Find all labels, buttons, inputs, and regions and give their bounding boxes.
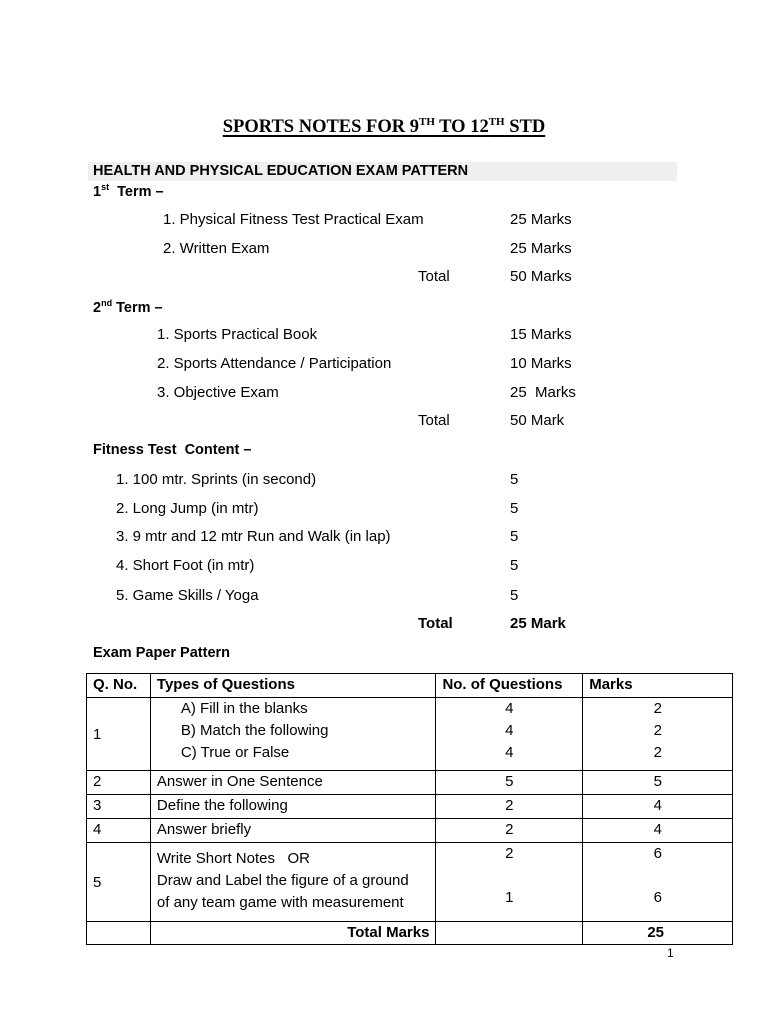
column-header: Marks (583, 674, 733, 698)
table-header-row (87, 674, 733, 698)
question-type: B) Match the following (180, 722, 329, 739)
exam-pattern-heading: Exam Paper Pattern (93, 645, 231, 661)
table-row (87, 771, 733, 795)
qno-cell: 3 (87, 795, 151, 819)
fitness-total-value: 25 Mark (510, 615, 566, 632)
types-cell (150, 698, 436, 771)
marks-cell (583, 698, 733, 771)
column-header: Q. No. (87, 674, 151, 698)
question-count: 4 (505, 744, 514, 761)
fitness-item: 5. Game Skills / Yoga (116, 587, 259, 604)
question-type: A) Fill in the blanks (180, 700, 308, 717)
count-cell: 5 (436, 771, 583, 795)
table-total-row (87, 922, 733, 945)
fitness-total-label: Total (418, 615, 453, 632)
question-count: 2 (505, 845, 514, 862)
question-count: 1 (505, 889, 514, 906)
fitness-item-marks: 5 (510, 528, 519, 545)
marks-cell (583, 843, 733, 922)
section-heading: HEALTH AND PHYSICAL EDUCATION EXAM PATTERN (93, 163, 469, 179)
table-row (87, 843, 733, 922)
table-row (87, 698, 733, 771)
fitness-item: 4. Short Foot (in mtr) (116, 557, 255, 574)
qno-cell: 1 (87, 698, 151, 771)
question-marks: 2 (653, 700, 662, 717)
question-marks: 6 (653, 889, 662, 906)
total-marks-label: Total Marks (150, 922, 436, 945)
question-type: Draw and Label the figure of a ground (156, 872, 409, 889)
fitness-item-marks: 5 (510, 500, 519, 517)
exam-pattern-table (86, 673, 733, 945)
question-marks: 2 (653, 722, 662, 739)
fitness-item-marks: 5 (510, 587, 519, 604)
term1-item: 1. Physical Fitness Test Practical Exam (163, 211, 424, 228)
fitness-item: 2. Long Jump (in mtr) (116, 500, 259, 517)
term1-heading: 1st Term – (93, 182, 164, 200)
marks-cell: 5 (583, 771, 733, 795)
question-type: C) True or False (180, 744, 290, 761)
qno-cell: 4 (87, 819, 151, 843)
qno-cell: 2 (87, 771, 151, 795)
qno-cell: 5 (87, 843, 151, 922)
total-marks-value: 25 (583, 922, 733, 945)
types-cell: Define the following (150, 795, 436, 819)
term2-item: 2. Sports Attendance / Participation (157, 355, 392, 372)
types-cell: Answer in One Sentence (150, 771, 436, 795)
question-count: 4 (505, 722, 514, 739)
empty-cell (436, 922, 583, 945)
term2-heading: 2nd Term – (93, 298, 163, 316)
fitness-item-marks: 5 (510, 557, 519, 574)
question-marks: 2 (653, 744, 662, 761)
count-cell: 2 (436, 819, 583, 843)
term1-total-label: Total (418, 268, 450, 285)
question-marks: 6 (653, 845, 662, 862)
column-header: No. of Questions (436, 674, 583, 698)
question-type: Write Short Notes OR (156, 850, 310, 867)
term2-item-marks: 10 Marks (510, 355, 572, 372)
term2-total-label: Total (418, 412, 450, 429)
term2-item: 1. Sports Practical Book (157, 326, 318, 343)
term2-total-value: 50 Mark (510, 412, 565, 429)
count-cell (436, 843, 583, 922)
column-header: Types of Questions (150, 674, 436, 698)
fitness-heading: Fitness Test Content – (93, 442, 252, 458)
marks-cell: 4 (583, 819, 733, 843)
term2-item-marks: 25 Marks (510, 384, 576, 401)
types-cell: Answer briefly (150, 819, 436, 843)
term1-total-value: 50 Marks (510, 268, 572, 285)
count-cell (436, 698, 583, 771)
term1-item: 2. Written Exam (163, 240, 270, 257)
term1-item-marks: 25 Marks (510, 211, 572, 228)
page-number: 1 (667, 946, 674, 960)
table-row (87, 795, 733, 819)
term2-item-marks: 15 Marks (510, 326, 572, 343)
term1-item-marks: 25 Marks (510, 240, 572, 257)
page-title: SPORTS NOTES FOR 9TH TO 12TH STD (222, 116, 546, 138)
question-type: of any team game with measurement (156, 894, 404, 911)
fitness-item: 3. 9 mtr and 12 mtr Run and Walk (in lap) (116, 528, 391, 545)
empty-cell (87, 922, 151, 945)
fitness-item-marks: 5 (510, 471, 519, 488)
table-row (87, 819, 733, 843)
fitness-item: 1. 100 mtr. Sprints (in second) (116, 471, 317, 488)
term2-item: 3. Objective Exam (157, 384, 279, 401)
types-cell (150, 843, 436, 922)
marks-cell: 4 (583, 795, 733, 819)
count-cell: 2 (436, 795, 583, 819)
question-count: 4 (505, 700, 514, 717)
